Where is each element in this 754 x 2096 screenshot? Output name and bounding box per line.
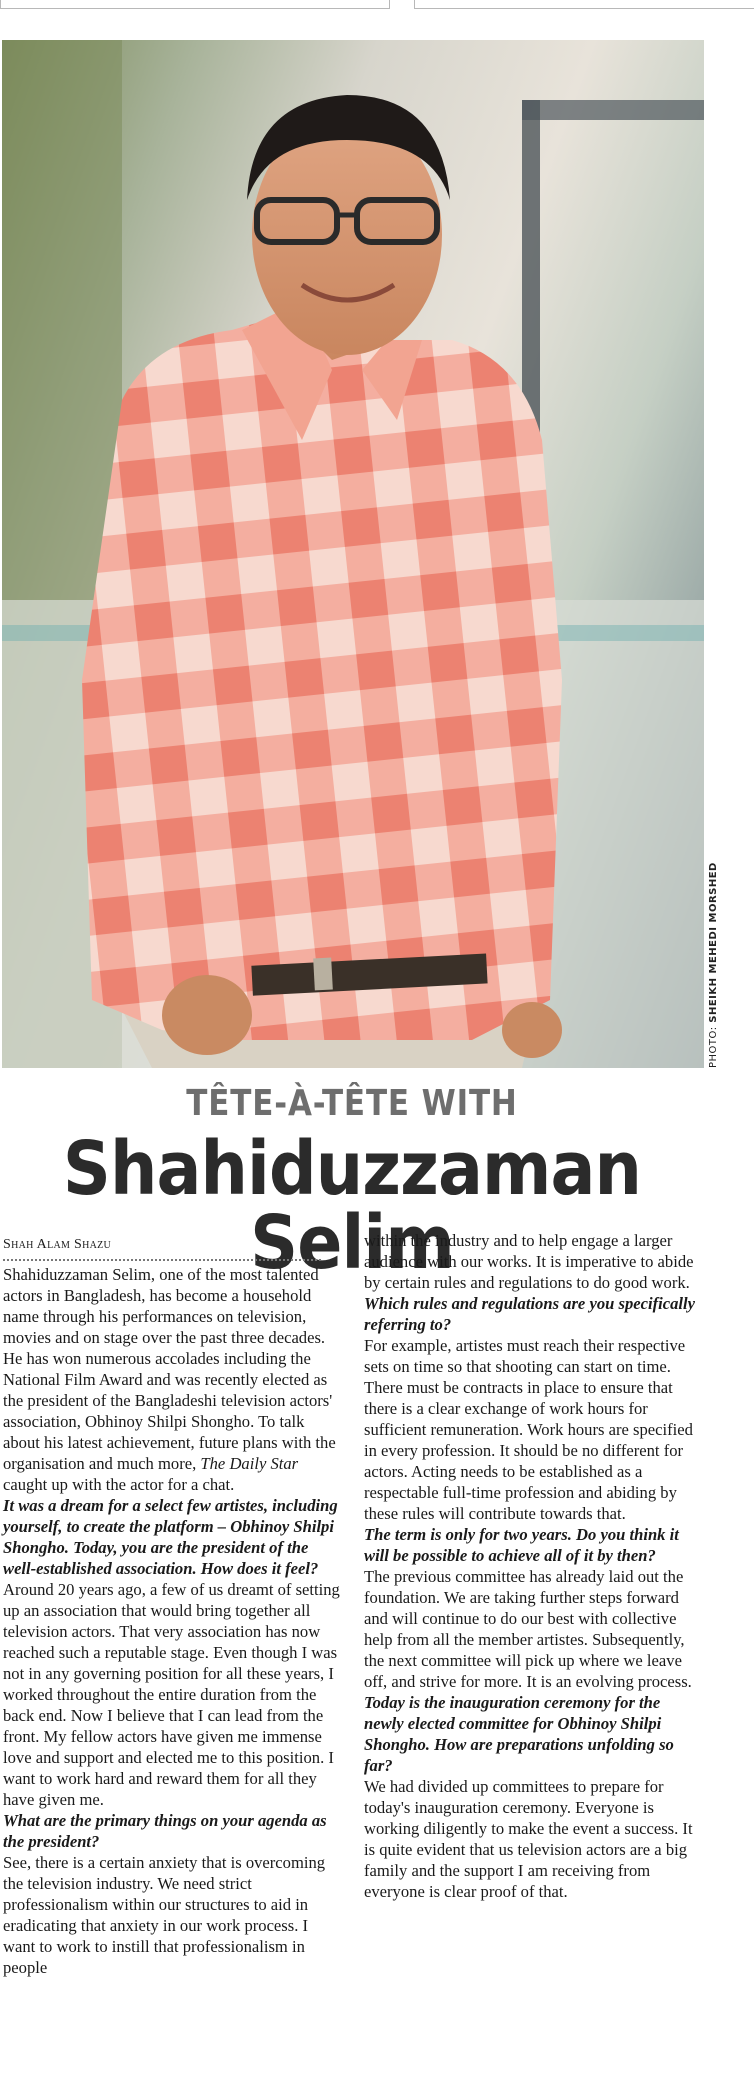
photo-credit-name: SHEIKH MEHEDI MORSHED (708, 862, 719, 1023)
intro-text-after: caught up with the actor for a chat. (3, 1475, 235, 1494)
question-4: The term is only for two years. Do you think it will be possible to achieve all of it by then? (364, 1525, 679, 1565)
answer-5: We had divided up committees to prepare for today's inauguration ceremony. Everyone is working diligently to make the event a success. It is quite evident that us television actors are a big family and the support I am receiving from everyone is clear proof of that. (364, 1777, 693, 1901)
top-strip-box-right (414, 0, 754, 9)
answer-3: For example, artistes must reach their respective sets on time so that shooting can start on time. There must be contracts in place to ensure that there is a clear exchange of work hours for sufficient remuneration. Work hours are specified in every profession. It should be no different for actors. Acting needs to be established as a respectable full-time profession and abiding by these rules will contribute towards that. (364, 1336, 693, 1523)
headline-title: Shahiduzzaman Selim (62, 1126, 642, 1286)
intro-paragraph (3, 1264, 343, 1495)
answer-1: Around 20 years ago, a few of us dreamt of setting up an association that would bring together all television actors. That very association has now reached such a reputable stage. Even though I was not in any governing position for all these years, I worked throughout the entire duration from the back end. Now I believe that I can lead from the front. My fellow actors have given me immense love and support and elected me to this position. I want to work hard and reward them for all they have given me. (3, 1580, 340, 1809)
intro-text-before: Shahiduzzaman Selim, one of the most talented actors in Bangladesh, has become a household name through his performances on television, movies and on stage over the past three decades. He has won numerous accolades including the National Film Award and was recently elected as the president of the Bangladeshi television actors' association, Obhinoy Shilpi Shongho. To talk about his latest achievement, future plans with the organisation and much more, (3, 1265, 336, 1473)
publication-name: The Daily Star (200, 1454, 299, 1473)
question-5: Today is the inauguration ceremony for the newly elected committee for Obhinoy Shilpi Shongho. How are preparations unfolding so far? (364, 1693, 674, 1775)
portrait-photo (2, 40, 704, 1068)
answer-4: The previous committee has already laid out the foundation. We are taking further steps forward and will continue to do our best with collective help from all the member artistes. Subsequently, the next committee will pick up where we leave off, and strive for more. It is an evolving process. (364, 1567, 692, 1691)
top-strip-box-left (0, 0, 390, 9)
answer-2-part-1: See, there is a certain anxiety that is overcoming the television industry. We need strict professionalism within our structures to aid in eradicating that anxiety in our work process. I want to work to instill that professionalism in people (3, 1853, 326, 1977)
article-column-left (3, 1234, 343, 1978)
question-2: What are the primary things on your agenda as the president? (3, 1811, 327, 1851)
photo-credit-prefix: PHOTO: (708, 1022, 719, 1068)
headline-kicker: TÊTE-À-TÊTE WITH (186, 1083, 518, 1124)
question-3: Which rules and regulations are you specifically referring to? (364, 1294, 695, 1334)
answer-2-part-2: within the industry and to help engage a larger audience with our works. It is imperative to abide by certain rules and regulations to do good work. (364, 1231, 694, 1292)
article-column-right (364, 1230, 704, 1902)
question-1: It was a dream for a select few artistes, including yourself, to create the platform – Obhinoy Shilpi Shongho. Today, you are the president of the well-established association. How does it feel? (3, 1496, 338, 1578)
byline: Shah Alam Shazu (3, 1234, 321, 1261)
photo-credit (708, 798, 724, 1068)
